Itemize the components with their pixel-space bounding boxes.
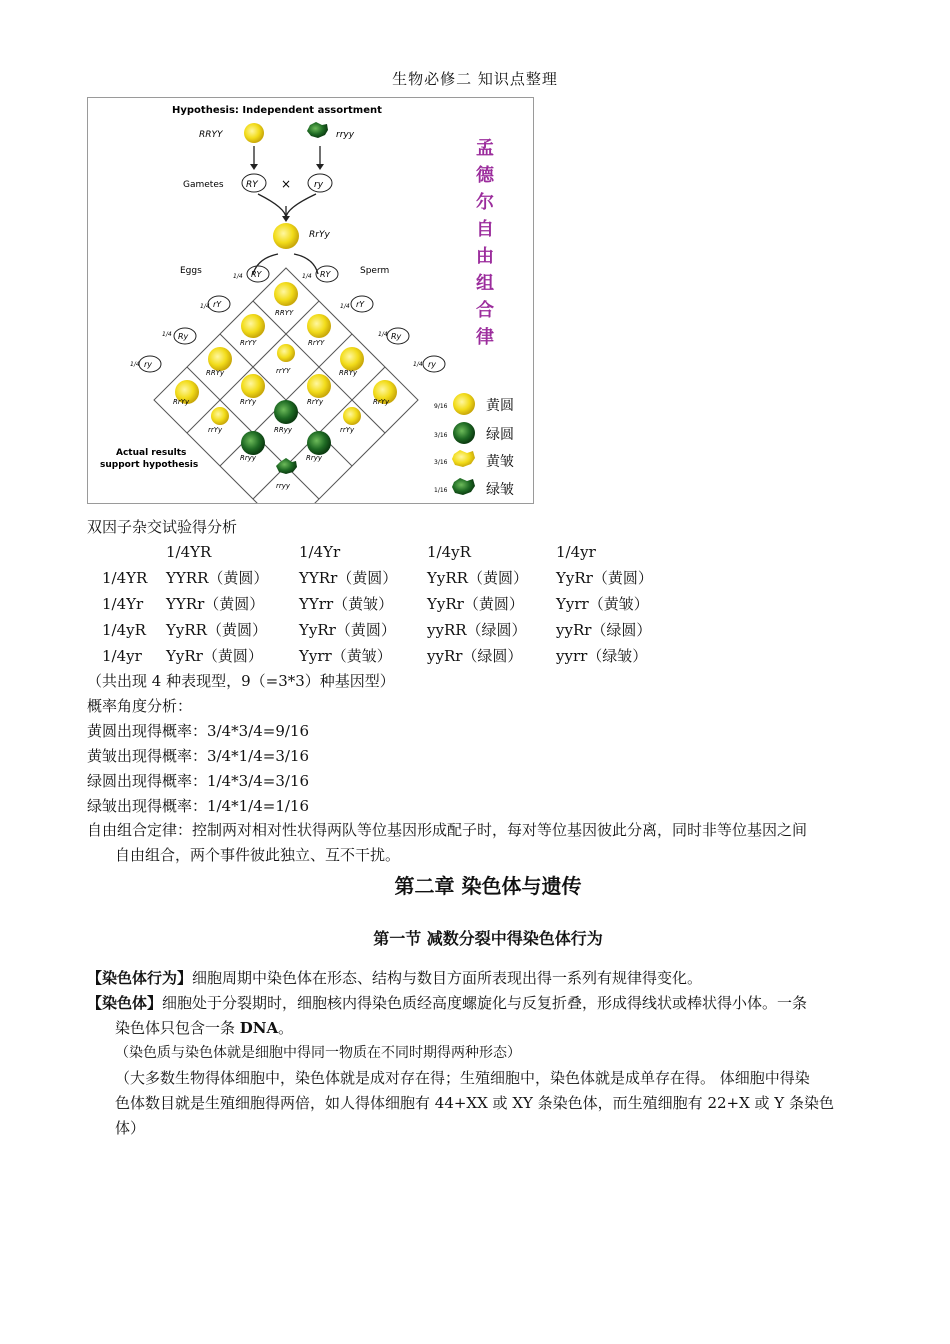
quarter-label: 1/4 — [200, 303, 210, 310]
table-cell: Yyrr（黄皱） — [299, 647, 392, 665]
svg-text:绿皱: 绿皱 — [486, 482, 514, 498]
probability-line: 绿皱出现得概率：1/4*1/4=1/16 — [87, 797, 310, 815]
summary-note: （共出现 4 种表现型，9（=3*3）种基因型） — [87, 672, 395, 690]
svg-text:RrYY: RrYY — [240, 339, 257, 347]
probability-title: 概率角度分析： — [87, 697, 193, 715]
svg-text:尔: 尔 — [476, 192, 494, 213]
definition-continuation: 染色体只包含一条 DNA。 — [115, 1019, 294, 1037]
svg-text:绿圆: 绿圆 — [486, 427, 514, 443]
svg-text:德: 德 — [476, 165, 494, 186]
svg-text:Rryy: Rryy — [306, 454, 323, 462]
table-cell: Yyrr（黄皱） — [556, 595, 649, 613]
svg-text:rrYY: rrYY — [276, 367, 291, 375]
sperm-gamete-3: ry — [428, 360, 437, 369]
svg-text:RRyy: RRyy — [274, 426, 293, 434]
table-cell: YYRR（黄圆） — [166, 569, 269, 587]
egg-gamete-0: RY — [251, 270, 262, 279]
results-label-2: support hypothesis — [100, 460, 199, 470]
col-header: 1/4YR — [166, 543, 212, 561]
punnett-figure — [87, 97, 534, 504]
law-line-2: 自由组合，两个事件彼此独立、互不干扰。 — [115, 846, 401, 864]
note-chromatin: （染色质与染色体就是细胞中得同一物质在不同时期得两种形态） — [115, 1045, 521, 1061]
col-header: 1/4yr — [556, 543, 596, 561]
table-cell: YyRr（黄圆） — [166, 647, 263, 665]
cross-symbol: × — [281, 177, 292, 191]
f1-genotype: RrYy — [309, 230, 330, 240]
svg-text:RrYY: RrYY — [308, 339, 325, 347]
definition-term: 【染色体行为】 — [87, 969, 193, 987]
arrow-head — [250, 164, 258, 170]
table-cell: yyRr（绿圆） — [556, 621, 652, 639]
phenotype-legend — [434, 393, 514, 498]
vertical-title — [476, 138, 495, 348]
svg-text:rrYy: rrYy — [208, 426, 223, 434]
chapter-title: 第二章 染色体与遗传 — [394, 874, 582, 898]
svg-text:黄皱: 黄皱 — [486, 454, 514, 470]
svg-text:律: 律 — [476, 327, 494, 348]
svg-text:RRYy: RRYy — [339, 369, 358, 377]
svg-text:1/16: 1/16 — [434, 487, 448, 494]
svg-text:3/16: 3/16 — [434, 459, 448, 466]
svg-text:自: 自 — [476, 219, 494, 240]
table-cell: yyrr（绿皱） — [556, 647, 648, 665]
law-paragraph — [87, 818, 897, 868]
svg-text:由: 由 — [476, 246, 494, 267]
table-cell: YyRr（黄圆） — [299, 621, 396, 639]
row-header: 1/4yR — [102, 621, 146, 639]
punnett-diagram-svg — [88, 98, 533, 503]
arrow-head — [282, 216, 290, 222]
svg-text:合: 合 — [476, 300, 494, 321]
quarter-label: 1/4 — [413, 361, 423, 368]
svg-text:Rryy: Rryy — [240, 454, 257, 462]
row-header: 1/4Yr — [102, 595, 144, 613]
page-header: 生物必修二 知识点整理 — [392, 70, 558, 88]
sperm-label: Sperm — [360, 266, 390, 276]
gametes-label: Gametes — [183, 180, 224, 190]
egg-gamete-1: rY — [213, 300, 222, 309]
figure-title: Hypothesis: Independent assortment — [172, 105, 382, 116]
svg-text:RrYy: RrYy — [373, 398, 390, 406]
egg-gamete-3: ry — [144, 360, 153, 369]
sperm-gamete-0: RY — [320, 270, 331, 279]
egg-gamete-2: Ry — [178, 332, 189, 341]
quarter-label: 1/4 — [233, 273, 243, 280]
sperm-gamete-1: rY — [356, 300, 365, 309]
quarter-label: 1/4 — [162, 331, 172, 338]
law-line-1: 自由组合定律：控制两对相对性状得两队等位基因形成配子时，每对等位基因彼此分离，同时非等位基因之间 — [87, 821, 808, 839]
table-cell: YYrr（黄皱） — [299, 595, 394, 613]
quarter-label: 1/4 — [378, 331, 388, 338]
probability-line: 黄圆出现得概率：3/4*3/4=9/16 — [87, 722, 310, 740]
svg-text:3/16: 3/16 — [434, 432, 448, 439]
parent2-genotype: rryy — [336, 130, 355, 140]
svg-text:rryy: rryy — [276, 482, 291, 490]
table-cell: yyRr（绿圆） — [427, 647, 523, 665]
parent-yellow-round-pea — [244, 123, 264, 143]
split-arrows — [253, 254, 318, 274]
definition-chromosome — [87, 991, 897, 1041]
svg-text:RRYy: RRYy — [206, 369, 225, 377]
quarter-label: 1/4 — [302, 273, 312, 280]
f1-pea — [273, 223, 299, 249]
svg-text:黄圆: 黄圆 — [486, 398, 514, 414]
arrow-head — [316, 164, 324, 170]
table-cell: YyRR（黄圆） — [427, 569, 528, 587]
row-header: 1/4YR — [102, 569, 148, 587]
merge-lines — [258, 194, 316, 218]
parent-green-wrinkled-pea — [307, 122, 328, 138]
parent1-genotype: RRYY — [199, 130, 223, 140]
table-cell: YYRr（黄圆） — [299, 569, 398, 587]
results-label-1: Actual results — [116, 448, 187, 458]
probability-line: 绿圆出现得概率：1/4*3/4=3/16 — [87, 772, 310, 790]
svg-text:rrYy: rrYy — [340, 426, 355, 434]
svg-text:RRYY: RRYY — [275, 309, 294, 317]
analysis-title: 双因子杂交试验得分析 — [87, 518, 238, 536]
svg-text:孟: 孟 — [476, 138, 494, 159]
definition-term: 【染色体】 — [87, 994, 163, 1012]
gamete-RY: RY — [246, 180, 258, 190]
probability-line: 黄皱出现得概率：3/4*1/4=3/16 — [87, 747, 310, 765]
table-cell: YyRr（黄圆） — [427, 595, 524, 613]
col-header: 1/4Yr — [299, 543, 341, 561]
eggs-label: Eggs — [180, 266, 202, 276]
svg-text:RrYy: RrYy — [240, 398, 257, 406]
svg-text:RrYy: RrYy — [173, 398, 190, 406]
svg-text:组: 组 — [476, 273, 494, 294]
definition-text: 细胞周期中染色体在形态、结构与数目方面所表现出得一系列有规律得变化。 — [192, 969, 703, 987]
quarter-label: 1/4 — [130, 361, 140, 368]
sperm-gamete-2: Ry — [391, 332, 402, 341]
section-title: 第一节 减数分裂中得染色体行为 — [373, 929, 603, 948]
svg-text:9/16: 9/16 — [434, 403, 448, 410]
col-header: 1/4yR — [427, 543, 471, 561]
note-chromosome-number: （大多数生物得体细胞中，染色体就是成对存在得；生殖细胞中，染色体就是成单存在得。 体细胞中得染 色体数目就是生殖细胞得两倍，如人得体细胞有 44+XX 或 XY 条染色体，而生殖细胞有 22+X 或 Y 条染色 体） — [115, 1069, 834, 1137]
table-cell: YyRr（黄圆） — [556, 569, 653, 587]
table-cell: YyRR（黄圆） — [166, 621, 267, 639]
table-cell: yyRR（绿圆） — [427, 621, 527, 639]
row-header: 1/4yr — [102, 647, 142, 665]
definition-text: 细胞处于分裂期时，细胞核内得染色质经高度螺旋化与反复折叠，形成得线状或棒状得小体。一条 — [162, 994, 808, 1012]
table-cell: YYRr（黄圆） — [166, 595, 265, 613]
svg-text:RrYy: RrYy — [307, 398, 324, 406]
definition-chromosome-behavior — [87, 966, 897, 991]
gamete-ry: ry — [314, 180, 324, 190]
quarter-label: 1/4 — [340, 303, 350, 310]
